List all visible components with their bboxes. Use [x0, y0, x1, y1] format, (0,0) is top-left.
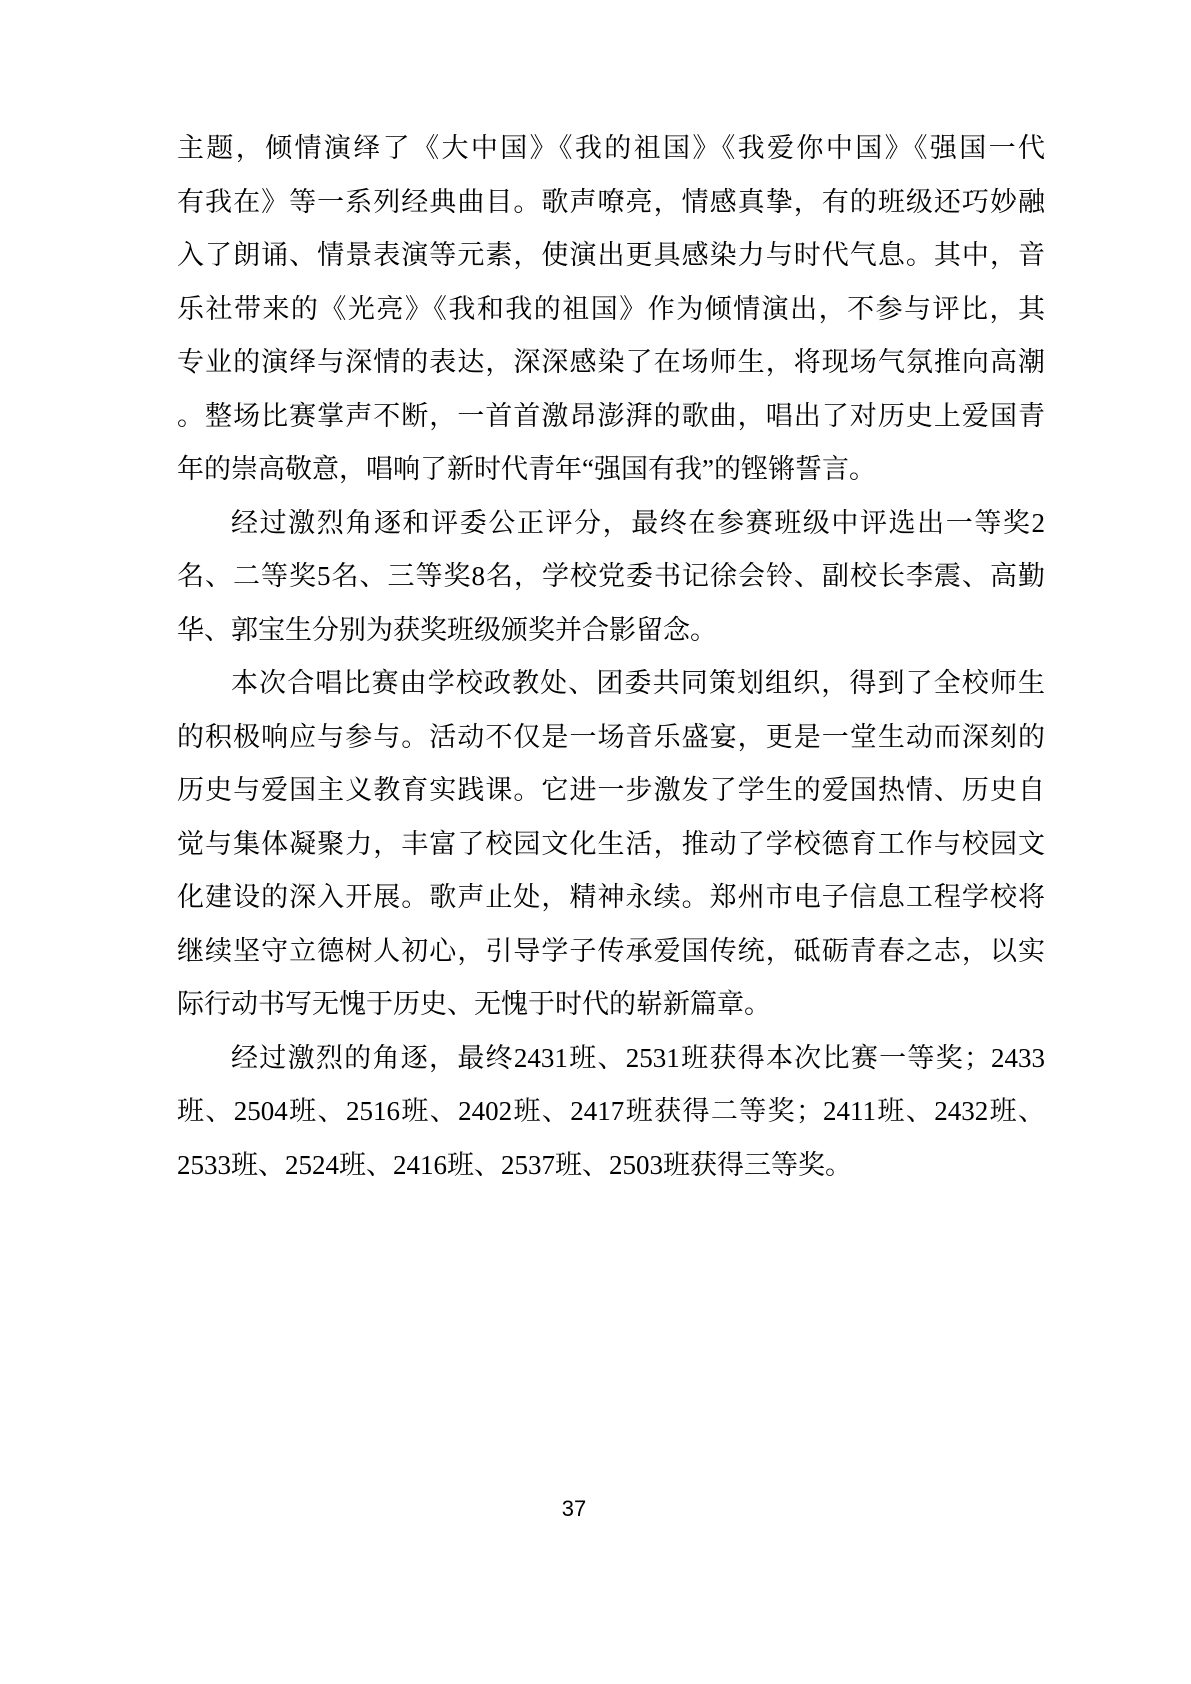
- text-line: 班、2504班、2516班、2402班、2417班获得二等奖；2411班、2432班、: [177, 1096, 1045, 1126]
- text-line: 2533班、2524班、2416班、2537班、2503班获得三等奖。: [177, 1149, 852, 1180]
- page-number: 37: [561, 1496, 587, 1521]
- text-line: 。整场比赛掌声不断，一首首激昂澎湃的歌曲，唱出了对历史上爱国青: [177, 400, 1045, 431]
- text-line: 继续坚守立德树人初心，引导学子传承爱国传统，砥砺青春之志，以实: [177, 935, 1045, 966]
- text-line: 华、郭宝生分别为获奖班级颁奖并合影留念。: [177, 614, 717, 645]
- text-line: 的积极响应与参与。活动不仅是一场音乐盛宴，更是一堂生动而深刻的: [177, 721, 1045, 752]
- text-line: 专业的演绎与深情的表达，深深感染了在场师生，将现场气氛推向高潮: [177, 347, 1045, 377]
- text-line: 历史与爱国主义教育实践课。它进一步激发了学生的爱国热情、历史自: [177, 775, 1045, 805]
- text-line: 本次合唱比赛由学校政教处、团委共同策划组织，得到了全校师生: [231, 668, 1045, 698]
- page-footer: [0, 1496, 1148, 1522]
- text-line: 主题，倾情演绎了《大中国》《我的祖国》《我爱你中国》《强国一代: [177, 133, 1045, 163]
- text-line: 化建设的深入开展。歌声止处，精神永续。郑州市电子信息工程学校将: [177, 882, 1045, 912]
- text-line: 经过激烈的角逐，最终2431班、2531班获得本次比赛一等奖；2433: [231, 1042, 1045, 1073]
- text-line: 有我在》等一系列经典曲目。歌声嘹亮，情感真挚，有的班级还巧妙融: [177, 186, 1045, 217]
- text-line: 乐社带来的《光亮》《我和我的祖国》作为倾情演出，不参与评比，其: [177, 293, 1045, 324]
- text-line: 觉与集体凝聚力，丰富了校园文化生活，推动了学校德育工作与校园文: [177, 828, 1045, 859]
- document-body: [177, 122, 1045, 1192]
- text-line: 际行动书写无愧于历史、无愧于时代的崭新篇章。: [177, 989, 771, 1019]
- text-line: 年的崇高敬意，唱响了新时代青年“强国有我”的铿锵誓言。: [177, 454, 876, 484]
- text-line: 名、二等奖5名、三等奖8名，学校党委书记徐会铃、副校长李震、高勤: [177, 561, 1045, 591]
- text-line: 经过激烈角逐和评委公正评分，最终在参赛班级中评选出一等奖2: [231, 507, 1045, 538]
- text-line: 入了朗诵、情景表演等元素，使演出更具感染力与时代气息。其中，音: [177, 240, 1045, 270]
